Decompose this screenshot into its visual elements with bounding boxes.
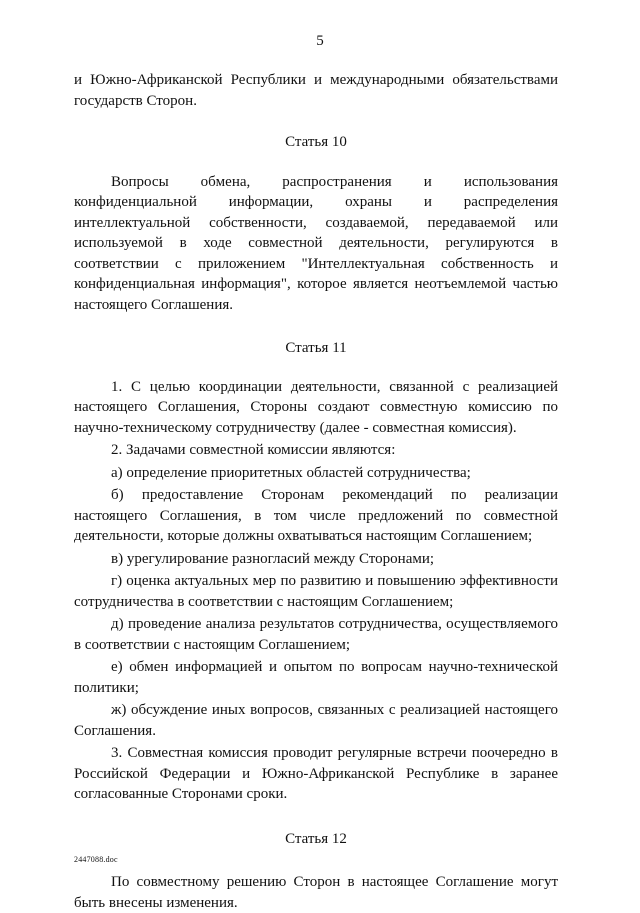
document-body — [74, 70, 558, 913]
article-11-paragraph-2: 2. Задачами совместной комиссии являются: — [111, 442, 396, 458]
list-item: г) оценка актуальных мер по развитию и повышению эффективности сотрудничества в соответствии с настоящим Соглашением; — [74, 573, 558, 610]
article-11-heading: Статья 11 — [285, 340, 347, 356]
article-11-paragraph-1: 1. С целью координации деятельности, связанной с реализацией настоящего Соглашения, Стороны создают совместную комиссию по научно-техническому сотрудничеству (далее - совместная комиссия). — [74, 378, 558, 436]
list-item: а) определение приоритетных областей сотрудничества; — [111, 464, 471, 481]
page-number: 5 — [316, 33, 324, 49]
article-12-paragraph: По совместному решению Сторон в настоящее Соглашение могут быть внесены изменения. — [74, 874, 558, 911]
file-name-footer: 2447088.doc — [74, 855, 118, 864]
list-item: д) проведение анализа результатов сотрудничества, осуществляемого в соответствии с настоящим Соглашением; — [74, 616, 558, 653]
article-11-paragraph-3: 3. Совместная комиссия проводит регулярные встречи поочередно в Российской Федерации и Южно-Африканской Республике в заранее согласованные Сторонами сроки. — [74, 745, 558, 802]
article-10-heading: Статья 10 — [285, 134, 347, 150]
list-item: ж) обсуждение иных вопросов, связанных с реализацией настоящего Соглашения. — [74, 702, 558, 739]
article-12-heading: Статья 12 — [285, 830, 347, 847]
continuation-paragraph: и Южно-Африканской Республики и международными обязательствами государств Сторон. — [74, 72, 558, 109]
list-item: б) предоставление Сторонам рекомендаций по реализации настоящего Соглашения, в том числе предложений по совместной деятельности, которые должны охватываться настоящим Соглашением; — [74, 487, 558, 544]
article-10-paragraph: Вопросы обмена, распространения и использования конфиденциальной информации, охраны и распределения интеллектуальной собственности, создаваемой, передаваемой или используемой в ходе совместной деятельности, регулируются в соответствии с приложением "Интеллектуальная собственность и конфиденциальная информация", которое является неотъемлемой частью настоящего Соглашения. — [74, 173, 558, 313]
list-item: в) урегулирование разногласий между Сторонами; — [111, 550, 435, 567]
list-item: е) обмен информацией и опытом по вопросам научно-технической политики; — [74, 659, 558, 696]
